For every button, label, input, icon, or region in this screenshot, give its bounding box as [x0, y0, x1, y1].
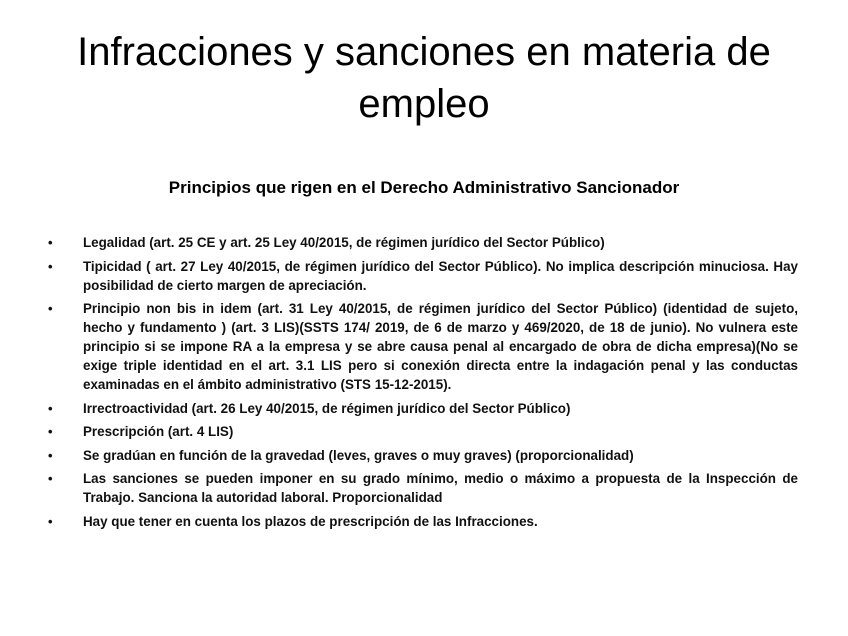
- bullet-icon: •: [48, 301, 53, 316]
- list-item-text: Hay que tener en cuenta los plazos de prescripción de las Infracciones.: [83, 513, 538, 529]
- bullet-icon: •: [48, 400, 53, 416]
- list-item-text: Tipicidad ( art. 27 Ley 40/2015, de régimen jurídico del Sector Público). No implica descripción minuciosa. Hay posibilidad de cierto margen de apreciación.: [83, 258, 798, 293]
- slide-subtitle: Principios que rigen en el Derecho Administrativo Sancionador: [168, 178, 680, 197]
- bullet-icon: •: [48, 447, 53, 463]
- list-item-text: Irrectroactividad (art. 26 Ley 40/2015, de régimen jurídico del Sector Público): [83, 400, 571, 416]
- slide-title: Infracciones y sanciones en materia de empleo: [77, 30, 771, 126]
- list-item: [48, 257, 798, 295]
- list-item: [48, 446, 798, 465]
- list-item-text: Principio non bis in idem (art. 31 Ley 40/2015, de régimen jurídico del Sector Público) (identidad de sujeto, hecho y fundamento ) (art. 3 LIS)(SSTS 174/ 2019, de 6 de marzo y 469/2020, de 18 de junio). No vulnera este principio si se impone RA a la empresa y se abre causa penal al encargado de obra de dicha empresa)(No se exige triple identidad en el art. 3.1 LIS pero si conexión directa entre la indagación penal y las conductas examinadas en el ámbito administrativo (STS 15-12-2015).: [83, 301, 798, 392]
- list-item: [48, 512, 798, 531]
- bullet-icon: •: [48, 513, 53, 529]
- principles-list: [48, 233, 798, 535]
- list-item-text: Se gradúan en función de la gravedad (leves, graves o muy graves) (proporcionalidad): [83, 447, 634, 463]
- list-item-text: Prescripción (art. 4 LIS): [83, 424, 234, 439]
- bullet-icon: •: [48, 235, 53, 250]
- list-item-text: Legalidad (art. 25 CE y art. 25 Ley 40/2015, de régimen jurídico del Sector Público): [83, 235, 605, 250]
- list-item: [48, 469, 798, 507]
- list-item: [48, 233, 798, 252]
- list-item: [48, 422, 798, 441]
- list-item: [48, 399, 798, 418]
- bullet-icon: •: [48, 258, 53, 274]
- bullet-icon: •: [48, 424, 53, 439]
- bullet-icon: •: [48, 471, 53, 486]
- list-item: [48, 299, 798, 394]
- list-item-text: Las sanciones se pueden imponer en su grado mínimo, medio o máximo a propuesta de la Inspección de Trabajo. Sanciona la autoridad laboral. Proporcionalidad: [83, 471, 798, 505]
